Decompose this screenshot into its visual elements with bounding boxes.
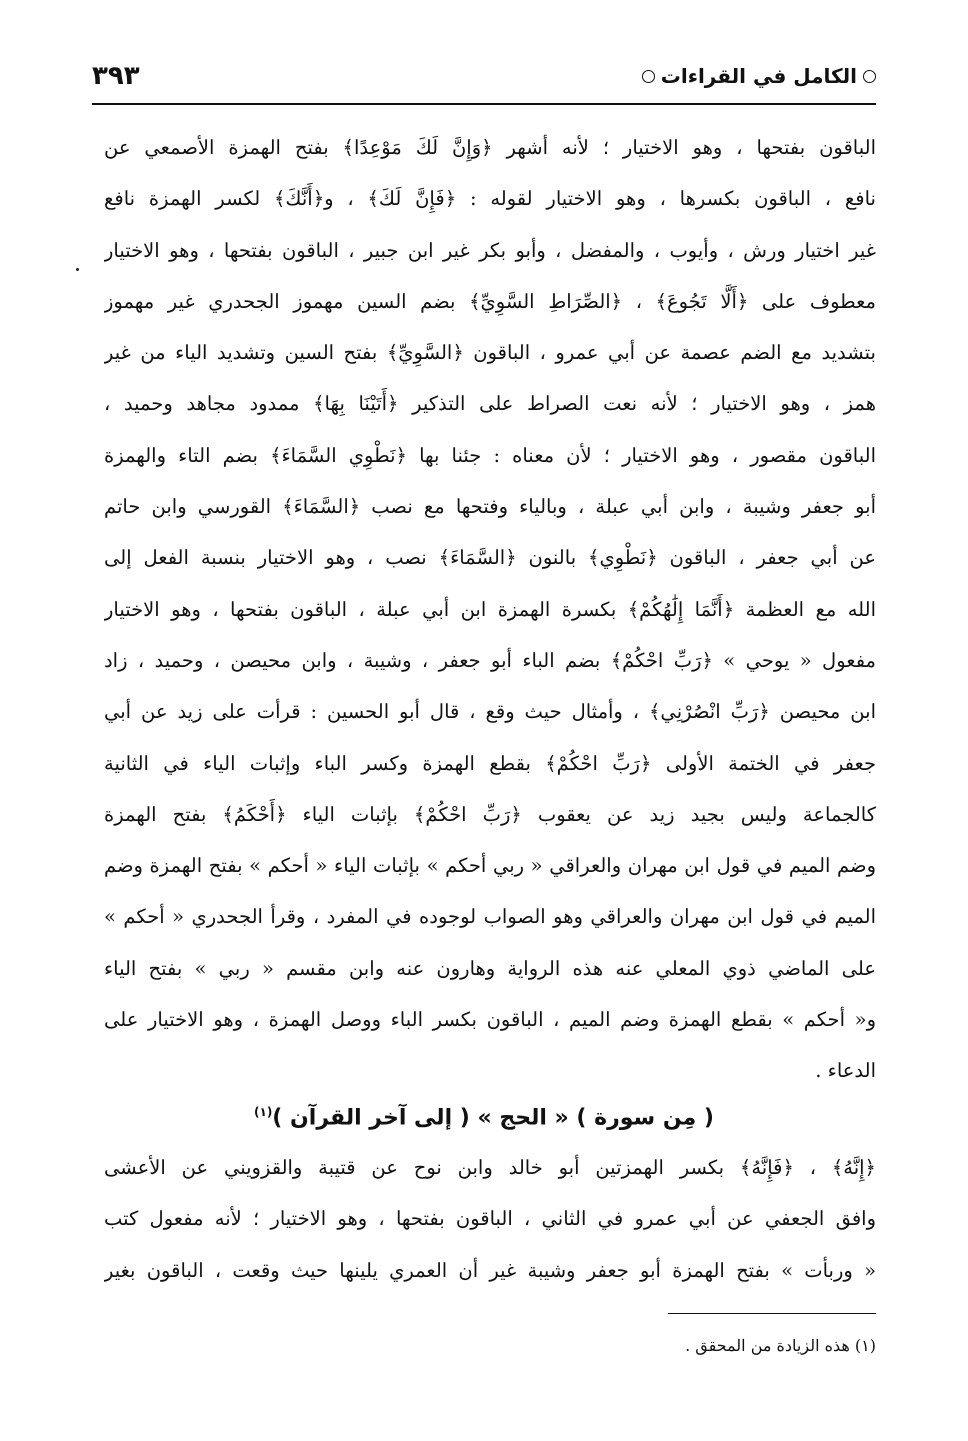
text-line: و« أحكم » بقطع الهمزة وضم الميم ، الباقون بكسر الباء ووصل الهمزة ، وهو الاختيار على [104, 1008, 876, 1032]
header-rule [92, 103, 876, 105]
text-line: عن أبي جعفر ، الباقون ﴿نَطْوِي﴾ بالنون ﴿السَّمَاءَ﴾ نصب ، وهو الاختيار بنسبة الفعل إلى [104, 546, 876, 570]
running-title-text: الكامل في القراءات [660, 64, 857, 88]
text-line: بتشديد مع الضم عصمة عن أبي عمرو ، الباقون ﴿السَّوِيِّ﴾ بفتح السين وتشديد الياء من غير [104, 341, 876, 365]
text-line: الباقون بفتحها ، وهو الاختيار ؛ لأنه أشهر ﴿وَإِنَّ لَكَ مَوْعِدًا﴾ بفتح الهمزة الأصمعي عن [104, 136, 876, 159]
text-line: معطوف على ﴿أَلَّا تَجُوعَ﴾ ، ﴿الصِّرَاطِ السَّوِيِّ﴾ بضم السين مهموز الجحدري غير مهموز [104, 289, 876, 313]
text-line: الله مع العظمة ﴿أَنَّمَا إِلَٰهُكُمْ﴾ بكسرة الهمزة ابن أبي عبلة ، الباقون بفتحها ، وهو الاختيار [104, 597, 876, 621]
text-line: كالجماعة وليس بجيد زيد عن يعقوب ﴿رَبِّ احْكُمْ﴾ بإثبات الياء ﴿أَحْكَمُ﴾ بفتح الهمزة [104, 802, 876, 826]
text-line: جعفر في الختمة الأولى ﴿رَبِّ احْكُمْ﴾ بقطع الهمزة وكسر الباء وإثبات الياء في الثانية [104, 751, 876, 775]
footnote: (١) هذه الزيادة من المحقق . [685, 1336, 876, 1355]
page-number: ٣٩٣ [92, 61, 140, 91]
paragraph-2 [104, 1142, 876, 1296]
text-line: ابن محيصن ﴿رَبِّ انْصُرْنِي﴾ ، وأمثال حيث وقع ، قال أبو الحسين : قرأت على زيد عن أبي [104, 700, 876, 724]
running-title [642, 64, 876, 88]
text-line: همز ، وهو الاختيار ؛ لأنه نعت الصراط على التذكير ﴿أَتَيْنَا بِهَا﴾ ممدود مجاهد وحميد ، [104, 392, 876, 416]
text-line: ﴿إِنَّهُ﴾ ، ﴿فَإِنَّهُ﴾ بكسر الهمزتين أبو خالد وابن نوح عن قتيبة والقزويني عن الأعشى [104, 1156, 876, 1179]
text-line: نافع ، الباقون بكسرها ، وهو الاختيار لقوله : ﴿فَإِنَّ لَكَ﴾ ، و﴿أَنَّكَ﴾ لكسر الهمزة نافع [104, 187, 876, 211]
text-line: مفعول « يوحي » ﴿رَبِّ احْكُمْ﴾ بضم الباء أبو جعفر ، وشيبة ، وابن محيصن ، وحميد ، زاد [104, 648, 876, 672]
circle-ornament-icon [642, 70, 655, 83]
page-header [92, 58, 876, 94]
print-speck [76, 268, 79, 271]
section-heading-text: ( مِن سورة ) « الحج » ( إلى آخر القرآن ) [272, 1105, 714, 1131]
paragraph-1 [104, 122, 876, 1097]
section-heading [92, 1092, 876, 1138]
text-line: الباقون مقصور ، وهو الاختيار ؛ لأن معناه : جئنا بها ﴿نَطْوِي السَّمَاءَ﴾ بضم التاء والهمزة [104, 443, 876, 467]
text-line: على الماضي ذوي المعلي عنه هذه الرواية وهارون عنه وابن مقسم « ربي » بفتح الياء [104, 956, 876, 980]
text-line: الميم في قول ابن مهران والعراقي وهو الصواب لوجوده في المفرد ، وقرأ الجحدري « أحكم » [104, 905, 876, 929]
footnote-marker: (١) [254, 1105, 273, 1119]
text-line: غير اختيار ورش ، وأيوب ، والمفضل ، وأبو بكر غير ابن جبير ، الباقون بفتحها ، وهو الاختيار [104, 238, 876, 262]
text-line: وضم الميم في قول ابن مهران والعراقي « ربي أحكم » بإثبات الياء « أحكم » بفتح الهمزة وضم [104, 854, 876, 878]
footnote-rule [668, 1313, 876, 1314]
text-line: أبو جعفر وشيبة ، وابن أبي عبلة ، وبالياء وفتحها مع نصب ﴿السَّمَاءَ﴾ القورسي وابن حاتم [104, 495, 876, 519]
text-line: « وربأت » بفتح الهمزة أبو جعفر وشيبة غير أن العمري يلينها حيث وقعت ، الباقون بغير [104, 1258, 876, 1282]
text-line: وافق الجعفي عن أبي عمرو في الثاني ، الباقون بفتحها ، وهو الاختيار ؛ لأنه مفعول كتب [104, 1207, 876, 1231]
circle-ornament-icon [863, 70, 876, 83]
text-line: الدعاء . [815, 1059, 876, 1083]
